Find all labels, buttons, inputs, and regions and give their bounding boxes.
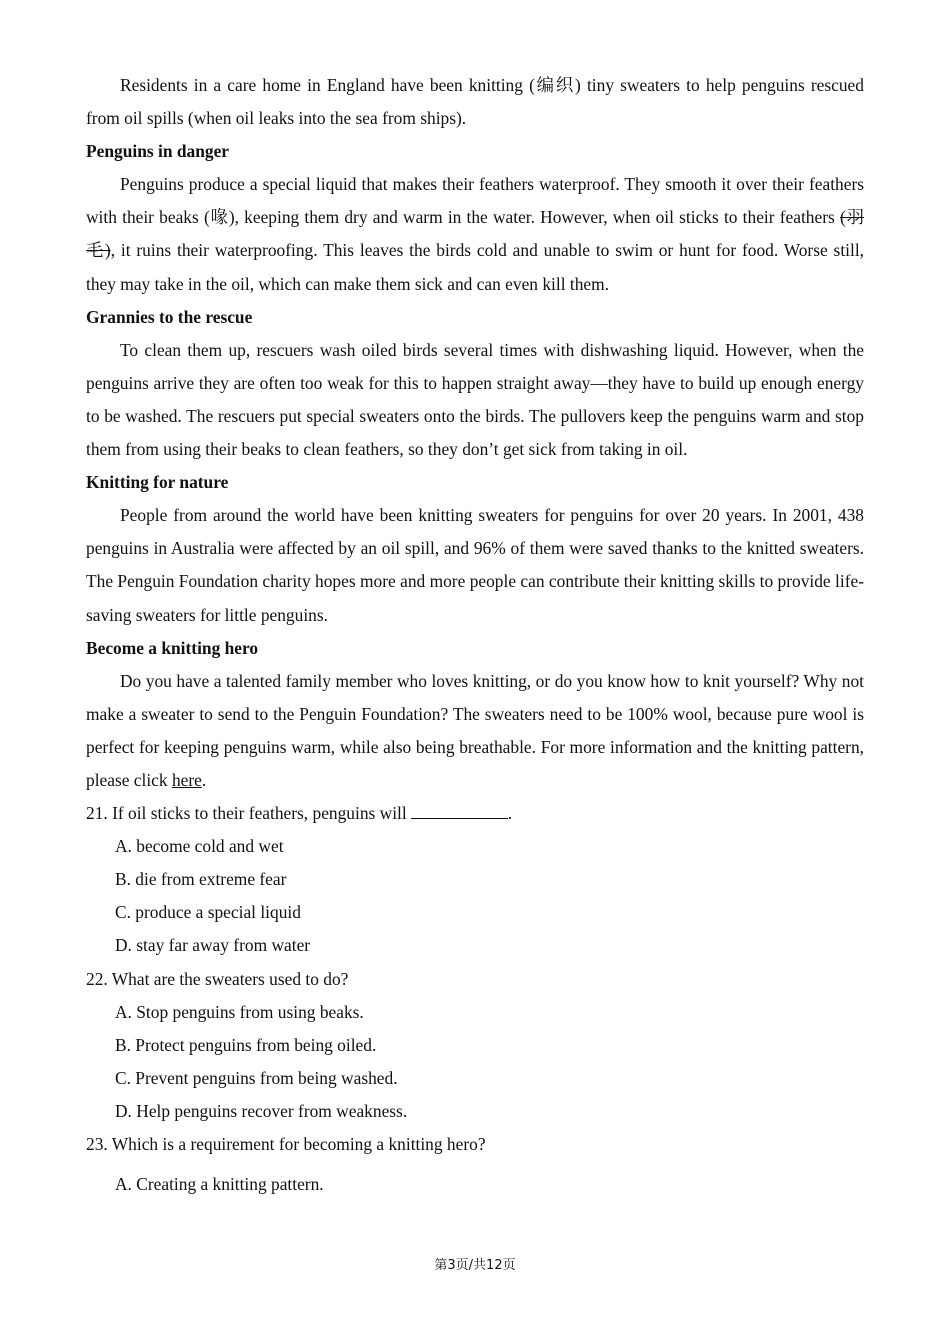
- answer-blank: [411, 802, 508, 819]
- beak-chinese-gloss: 喙: [209, 207, 229, 228]
- section-heading-grannies-to-the-rescue: Grannies to the rescue: [86, 306, 253, 327]
- section-paragraph-become-a-knitting-hero: [86, 665, 864, 797]
- section-paragraph-penguins-in-danger: [86, 168, 864, 300]
- question-22-option-d: D. Help penguins recover from weakness.: [115, 1100, 408, 1121]
- section1-text-a: Penguins produce a special liquid that makes their feathers waterproof. They smooth it over their feathers with their beaks (: [86, 174, 864, 228]
- intro-chinese-gloss: 编织: [534, 75, 576, 95]
- section-paragraph-grannies-to-the-rescue: To clean them up, rescuers wash oiled birds several times with dishwashing liquid. However, when the penguins arrive they are often too weak for this to happen straight away—they have to build up enough energy to be washed. The rescuers put special sweaters onto the birds. The pullovers keep the penguins warm and stop them from using their beaks to clean feathers, so they don’t get sick from taking in oil.: [86, 339, 864, 460]
- question-21-text: 21. If oil sticks to their feathers, penguins will: [86, 803, 407, 824]
- question-21-option-d: D. stay far away from water: [115, 935, 311, 956]
- question-21-option-c: C. produce a special liquid: [115, 902, 301, 923]
- section-paragraph-knitting-for-nature: People from around the world have been knitting sweaters for penguins for over 20 years. In 2001, 438 penguins in Australia were affected by an oil spill, and 96% of them were saved thanks to the knitted sweaters. The Penguin Foundation charity hopes more and more people can contribute their knitting skills to provide life-saving sweaters for little penguins.: [86, 505, 864, 625]
- section1-text-b: ), keeping them dry and warm in the water. However, when oil sticks to their feathers: [228, 207, 840, 228]
- intro-text-b: ) tiny sweaters to help penguins rescued from oil spills (when oil leaks into the sea from ships).: [86, 75, 864, 129]
- question-22-option-a: A. Stop penguins from using beaks.: [115, 1001, 364, 1022]
- section4-end: .: [201, 769, 207, 790]
- section4-text: Do you have a talented family member who loves knitting, or do you know how to knit yourself? Why not make a sweater to send to the Penguin Foundation? The sweaters need to be 100% wool, because pure wool is perfect for keeping penguins warm, while also being breathable. For more information and the knitting pattern, please click: [86, 670, 864, 790]
- question-23-option-a: A. Creating a knitting pattern.: [115, 1174, 324, 1195]
- section-heading-become-a-knitting-hero: Become a knitting hero: [86, 637, 259, 658]
- question-22-option-c: C. Prevent penguins from being washed.: [115, 1067, 398, 1088]
- question-21-option-b: B. die from extreme fear: [115, 869, 287, 890]
- question-22-stem: 22. What are the sweaters used to do?: [86, 968, 349, 989]
- intro-text-a: Residents in a care home in England have been knitting (: [120, 75, 535, 95]
- intro-paragraph: [86, 69, 864, 135]
- question-21-end: .: [507, 803, 513, 824]
- question-21-stem: [86, 797, 864, 830]
- here-link[interactable]: here: [171, 769, 202, 790]
- section1-text-c: , it ruins their waterproofing. This leaves the birds cold and unable to swim or hunt for food. Worse still, they may take in the oil, which can make them sick and can even kill them.: [86, 240, 864, 294]
- section-heading-penguins-in-danger: Penguins in danger: [86, 141, 230, 162]
- document-page: [86, 69, 864, 1201]
- page-footer: 第3页/共12页: [434, 1258, 516, 1273]
- question-21-option-a: A. become cold and wet: [115, 836, 284, 857]
- section-heading-knitting-for-nature: Knitting for nature: [86, 472, 229, 493]
- feather-chinese-gloss: (羽毛): [86, 207, 864, 261]
- question-23-stem: 23. Which is a requirement for becoming a knitting hero?: [86, 1134, 486, 1154]
- question-22-option-b: B. Protect penguins from being oiled.: [115, 1034, 377, 1055]
